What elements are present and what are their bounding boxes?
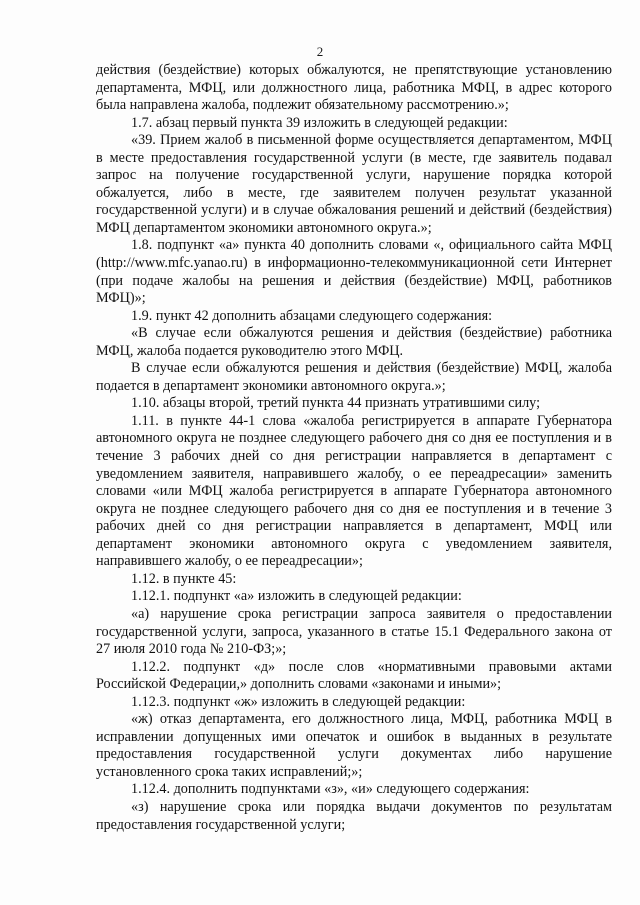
paragraph-1-12-1: 1.12.1. подпункт «а» изложить в следующей редакции: xyxy=(131,588,462,605)
paragraph-1-12-2: 1.12.2. подпункт «д» после слов «нормативными правовыми актами Российской Федерации,» дополнить словами «законами и иными»; xyxy=(96,658,612,693)
paragraph-1-9-quote-a: «В случае если обжалуются решения и действия (бездействие) работника МФЦ, жалоба подается руководителю этого МФЦ. xyxy=(96,325,612,359)
paragraph-1-12-4-quote: «з) нарушение срока или порядка выдачи документов по результатам предоставления государственной услуги; xyxy=(96,798,612,833)
paragraph-1-9-quote-b: В случае если обжалуются решения и действия (бездействие) МФЦ, жалоба подается в департамент экономики автономного округа.»; xyxy=(96,360,612,394)
paragraph-continuation: действия (бездействие) которых обжалуются, не препятствующие установлению департамента, МФЦ, или должностного лица, работника МФЦ, в адрес которого была направлена жалоба, подлежит обязательному рассмотрению.»; xyxy=(96,62,612,114)
paragraph-1-12-3-quote: «ж) отказ департамента, его должностного лица, МФЦ, работника МФЦ в исправлении допущенных ими опечаток и ошибок в выданных в результате предоставления государственной услуги документах либо нарушение установленного срока таких исправлений;»; xyxy=(96,711,612,780)
paragraph-1-9: 1.9. пункт 42 дополнить абзацами следующего содержания: xyxy=(131,307,493,324)
paragraph-1-12-3: 1.12.3. подпункт «ж» изложить в следующей редакции: xyxy=(131,693,466,710)
paragraph-1-7: 1.7. абзац первый пункта 39 изложить в следующей редакции: xyxy=(131,114,508,131)
paragraph-1-11: 1.11. в пункте 44-1 слова «жалоба регистрируется в аппарате Губернатора автономного округа не позднее следующего рабочего дня со дня ее поступления и в течение 3 рабочих дней со дня регистрации направляется в департамент с уведомлением заявителя, направившего жалобу, о ее переадресации» заменить словами «или МФЦ жалоба регистрируется в аппарате Губернатора автономного округа не позднее следующего рабочего дня со дня ее поступления и в течение 3 рабочих дней со дня регистрации направляется в департамент, МФЦ или департамент экономики автономного округа с уведомлением заявителя, направившего жалобу, о ее переадресации»; xyxy=(96,412,612,570)
document-body xyxy=(96,62,612,834)
paragraph-1-12-4: 1.12.4. дополнить подпунктами «з», «и» следующего содержания: xyxy=(131,781,530,798)
paragraph-1-8: 1.8. подпункт «а» пункта 40 дополнить словами «, официального сайта МФЦ (http://www.mfc.yanao.ru) в информационно-телекоммуникационной сети Интернет (при подаче жалобы на решения и действия (бездействие) МФЦ, работников МФЦ)»; xyxy=(96,237,612,307)
paragraph-39-quote: «39. Прием жалоб в письменной форме осуществляется департаментом, МФЦ в месте предоставления государственной услуги (в месте, где заявитель подавал запрос на получение государственной услуги, нарушение порядка которой обжалуется, либо в месте, где заявителем получен результат указанной государственной услуги) и в случае обжалования решений и действий (бездействия) МФЦ департаментом экономики автономного округа.»; xyxy=(96,132,612,236)
paragraph-1-10: 1.10. абзацы второй, третий пункта 44 признать утратившими силу; xyxy=(131,395,541,412)
page-number: 2 xyxy=(316,44,324,59)
paragraph-1-12: 1.12. в пункте 45: xyxy=(131,570,237,587)
paragraph-1-12-1-quote: «а) нарушение срока регистрации запроса заявителя о предоставлении государственной услуги, запроса, указанного в статье 15.1 Федерального закона от 27 июля 2010 года № 210-ФЗ;»; xyxy=(96,605,612,658)
